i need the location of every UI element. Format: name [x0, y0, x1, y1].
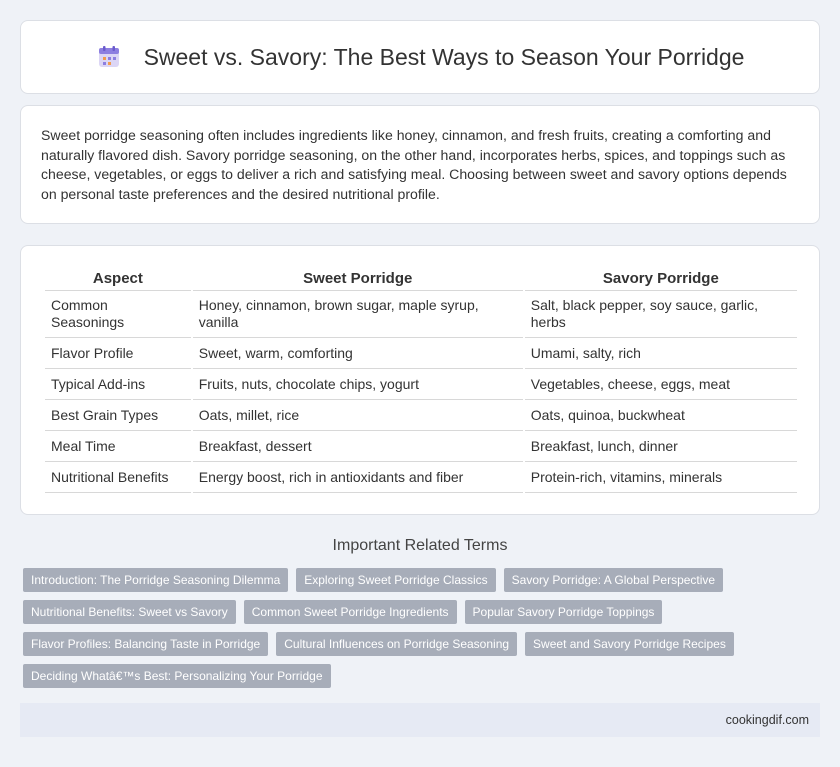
table-cell: Umami, salty, rich	[525, 338, 797, 369]
table-cell: Fruits, nuts, chocolate chips, yogurt	[193, 369, 523, 400]
related-term-tag[interactable]: Exploring Sweet Porridge Classics	[296, 568, 495, 592]
table-cell: Nutritional Benefits	[45, 462, 191, 493]
page-title: Sweet vs. Savory: The Best Ways to Season Your Porridge	[143, 43, 745, 70]
table-cell: Oats, millet, rice	[193, 400, 523, 431]
header-card	[20, 20, 820, 94]
related-terms-title: Important Related Terms	[332, 537, 508, 554]
calendar-icon	[96, 44, 122, 70]
related-term-tag[interactable]: Common Sweet Porridge Ingredients	[244, 600, 457, 624]
related-term-tag[interactable]: Nutritional Benefits: Sweet vs Savory	[23, 600, 236, 624]
related-term-tag[interactable]: Flavor Profiles: Balancing Taste in Porridge	[23, 632, 268, 656]
table-cell: Best Grain Types	[45, 400, 191, 431]
table-row	[45, 400, 797, 431]
table-cell: Salt, black pepper, soy sauce, garlic, herbs	[525, 291, 797, 338]
table-cell: Meal Time	[45, 431, 191, 462]
header-sweet: Sweet Porridge	[193, 266, 523, 291]
table-cell: Common Seasonings	[45, 291, 191, 338]
table-cell: Oats, quinoa, buckwheat	[525, 400, 797, 431]
related-term-tag[interactable]: Savory Porridge: A Global Perspective	[504, 568, 723, 592]
comparison-table	[43, 266, 799, 493]
intro-card	[20, 105, 820, 224]
header-savory: Savory Porridge	[525, 266, 797, 291]
related-term-tag[interactable]: Cultural Influences on Porridge Seasoning	[276, 632, 517, 656]
intro-paragraph: Sweet porridge seasoning often includes ingredients like honey, cinnamon, and fresh fruits, creating a comforting and naturally flavored dish. Savory porridge seasoning, on the other hand, incorporates herbs, spices, and toppings such as cheese, vegetables, or eggs to deliver a rich and satisfying meal. Choosing between sweet and savory options depends on personal taste preferences and the desired nutritional profile.	[41, 127, 787, 202]
related-term-tag[interactable]: Sweet and Savory Porridge Recipes	[525, 632, 734, 656]
table-row	[45, 462, 797, 493]
table-cell: Energy boost, rich in antioxidants and fiber	[193, 462, 523, 493]
table-row	[45, 291, 797, 338]
table-cell: Flavor Profile	[45, 338, 191, 369]
table-cell: Breakfast, lunch, dinner	[525, 431, 797, 462]
table-cell: Typical Add-ins	[45, 369, 191, 400]
table-cell: Vegetables, cheese, eggs, meat	[525, 369, 797, 400]
table-row	[45, 431, 797, 462]
related-terms-list	[23, 568, 823, 696]
footer	[20, 703, 820, 737]
comparison-card	[20, 245, 820, 515]
table-header-row	[45, 266, 797, 291]
related-term-tag[interactable]: Deciding Whatâ€™s Best: Personalizing Your Porridge	[23, 664, 331, 688]
table-cell: Sweet, warm, comforting	[193, 338, 523, 369]
related-term-tag[interactable]: Introduction: The Porridge Seasoning Dilemma	[23, 568, 288, 592]
table-row	[45, 369, 797, 400]
header-aspect: Aspect	[45, 266, 191, 291]
table-row	[45, 338, 797, 369]
table-cell: Breakfast, dessert	[193, 431, 523, 462]
footer-site[interactable]: cookingdif.com	[725, 713, 809, 727]
table-cell: Protein-rich, vitamins, minerals	[525, 462, 797, 493]
table-cell: Honey, cinnamon, brown sugar, maple syrup, vanilla	[193, 291, 523, 338]
related-term-tag[interactable]: Popular Savory Porridge Toppings	[465, 600, 663, 624]
